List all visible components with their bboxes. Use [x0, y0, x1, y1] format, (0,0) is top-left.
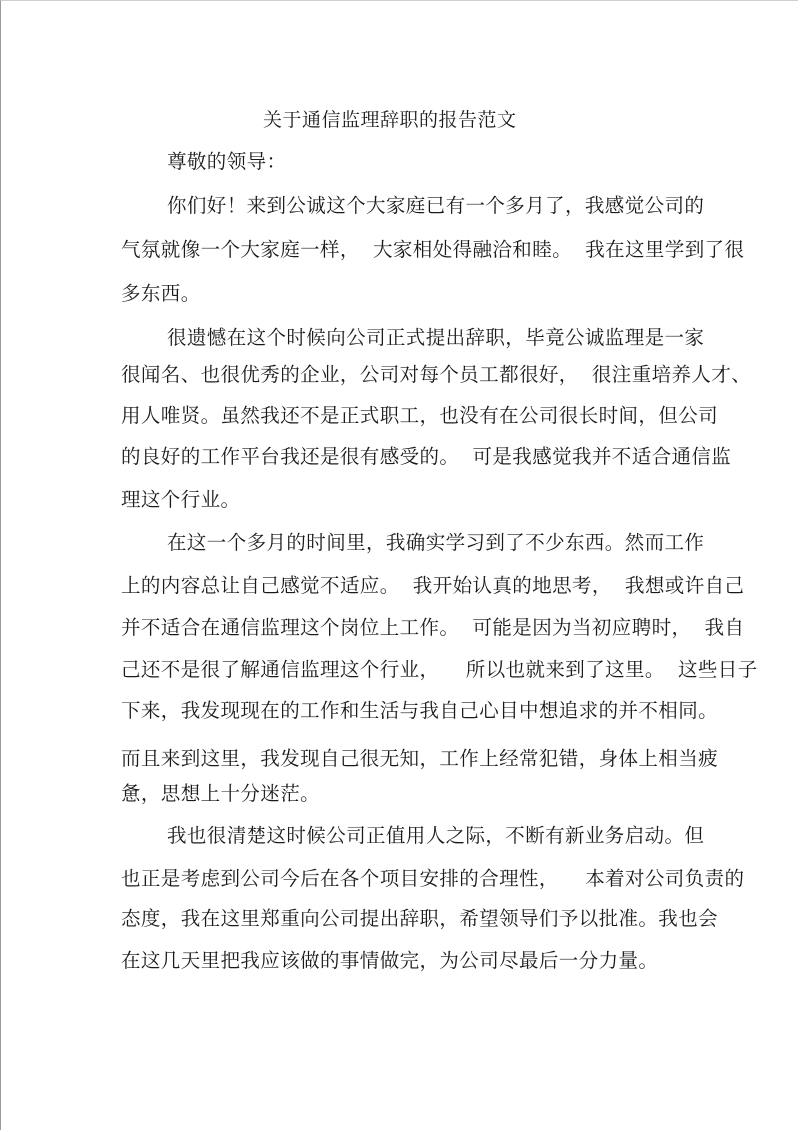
paragraph-3-line-4: 己还不是很了解通信监理这个行业， 所以也就来到了这里。 这些日子: [121, 658, 758, 681]
paragraph-1-line-3: 多东西。: [121, 282, 201, 305]
paragraph-1-line-1: 你们好！来到公诚这个大家庭已有一个多月了，我感觉公司的: [167, 194, 705, 217]
paragraph-3-line-6: 而且来到这里，我发现自己很无知，工作上经常犯错，身体上相当疲: [121, 747, 719, 770]
paragraph-3-line-2: 上的内容总让自己感觉不适应。 我开始认真的地思考， 我想或许自己: [121, 574, 745, 597]
paragraph-2-line-5: 理这个行业。: [121, 488, 241, 511]
paragraph-1-line-2: 气氛就像一个大家庭一样， 大家相处得融洽和睦。 我在这里学到了很: [121, 238, 745, 261]
paragraph-3-line-3: 并不适合在通信监理这个岗位上工作。 可能是因为当初应聘时， 我自: [121, 616, 745, 639]
salutation: 尊敬的领导：: [167, 150, 287, 173]
paragraph-2-line-2: 很闻名、也很优秀的企业，公司对每个员工都很好， 很注重培养人才、: [121, 363, 752, 386]
paragraph-3-line-7: 惫，思想上十分迷茫。: [121, 782, 321, 805]
paragraph-2-line-1: 很遗憾在这个时候向公司正式提出辞职，毕竟公诚监理是一家: [167, 326, 705, 349]
paragraph-4-line-1: 我也很清楚这时候公司正值用人之际，不断有新业务启动。但: [167, 824, 705, 847]
paragraph-4-line-4: 在这几天里把我应该做的事情做完，为公司尽最后一分力量。: [121, 949, 659, 972]
paragraph-3-line-1: 在这一个多月的时间里，我确实学习到了不少东西。然而工作: [167, 531, 705, 554]
document-title: 关于通信监理辞职的报告范文: [263, 109, 517, 131]
paragraph-2-line-4: 的良好的工作平台我还是很有感受的。 可是我感觉我并不适合通信监: [121, 445, 732, 468]
paragraph-4-line-3: 态度，我在这里郑重向公司提出辞职，希望领导们予以批准。我也会: [121, 907, 719, 930]
paragraph-2-line-3: 用人唯贤。虽然我还不是正式职工，也没有在公司很长时间，但公司: [121, 404, 719, 427]
paragraph-4-line-2: 也正是考虑到公司今后在各个项目安排的合理性， 本着对公司负责的: [121, 867, 745, 890]
paragraph-3-line-5: 下来，我发现现在的工作和生活与我自己心目中想追求的并不相同。: [121, 699, 719, 722]
